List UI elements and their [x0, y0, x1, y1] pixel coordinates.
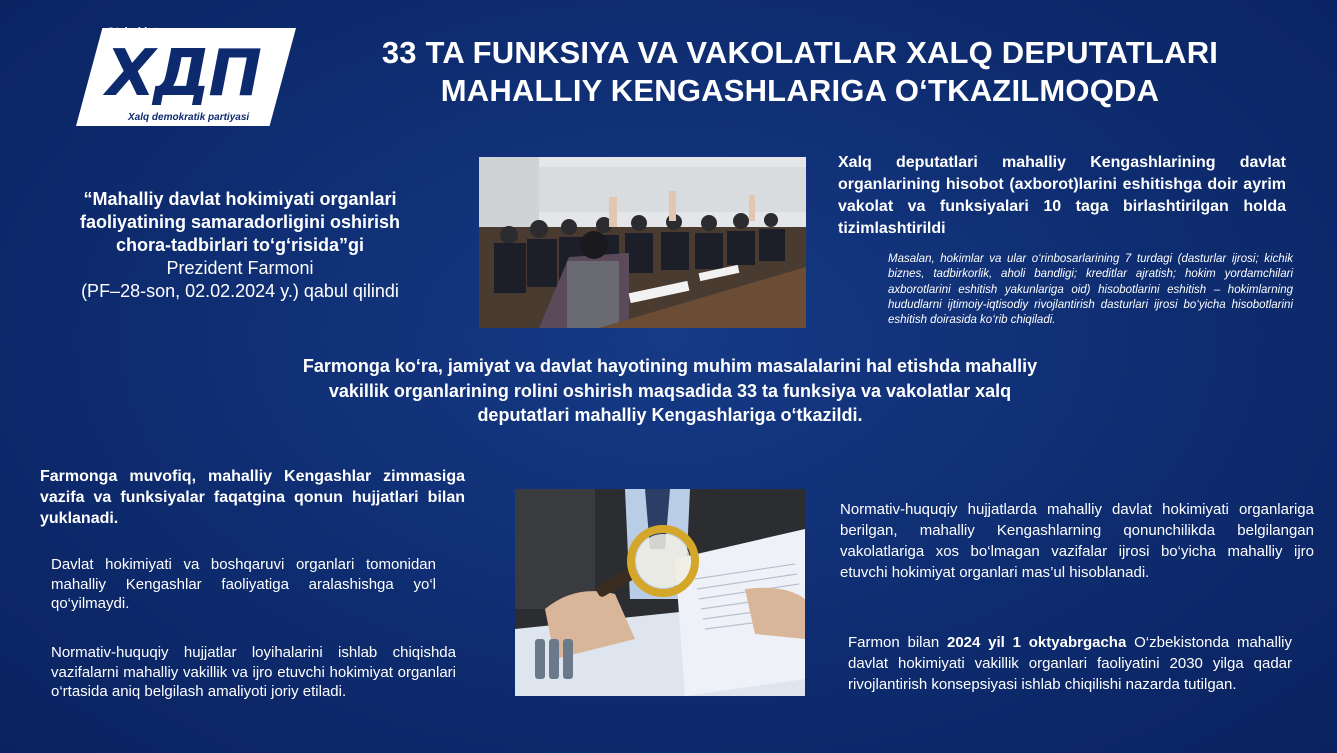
- right-paragraph-2: [848, 632, 1292, 695]
- council-session-photo: [479, 157, 806, 328]
- right-heading: Xalq deputatlari mahalliy Kengashlarining davlat organlarining hisobot (axborot)larini eshitishga doir ayrim vakolat va funksiyalari 10 taga birlashtirilgan holda tizimlashtirildi: [838, 154, 1286, 237]
- page-title: 33 TA FUNKSIYA VA VAKOLATLAR XALQ DEPUTATLARI MAHALLIY KENGASHLARIGA O‘TKAZILMOQDA: [381, 35, 1219, 108]
- left-bold-paragraph: Farmonga muvofiq, mahalliy Kengashlar zimmasiga vazifa va funksiyalar faqatgina qonun hujjatlari bilan yuklanadi.: [40, 468, 465, 527]
- magnifier-documents-illustration: [515, 489, 805, 696]
- decree-line-3: chora-tadbirlari to‘g‘risida”gi: [115, 235, 365, 255]
- party-logo: [76, 26, 296, 128]
- logo-main-text: ХДП: [106, 37, 260, 111]
- council-session-illustration: [479, 157, 806, 328]
- decree-block: [40, 188, 440, 303]
- center-statement: Farmonga ko‘ra, jamiyat va davlat hayotining muhim masalalarini hal etishda mahalliy vakillik organlarining rolini oshirish maqsadida 33 ta funksiya va vakolatlar xalq deputatlari mahalliy Kengashlariga o‘tkazildi.: [302, 356, 1038, 425]
- decree-line-4: Prezident Farmoni: [166, 258, 314, 278]
- logo-top-text: O‘zbekiston: [106, 26, 171, 38]
- right-note: Masalan, hokimlar va ular o‘rinbosarlarining 7 turdagi (dasturlar ijrosi; kichik biznes, tadbirkorlik, aholi bandligi; kreditlar ajratish; hokim yordamchilari axborotlarini eshitish yakunlariga oid) hisobotlarini eshitish – hokimlarning hududlarni ijtimoiy-iqtisodiy rivojlantirish dasturlari ijrosi bo‘yicha hisobotlarini eshitish doirasida ko‘rib chiqiladi.: [888, 253, 1293, 327]
- right-p2-post: O‘zbekistonda mahalliy davlat hokimiyati vakillik organlari faoliyatini 2030 yilga qadar rivojlantirish konsepsiyasi ishlab chiqilishi nazarda tutilgan.: [848, 634, 1292, 693]
- logo-bottom-text: Xalq demokratik partiyasi: [128, 112, 250, 123]
- right-p2-deadline: 2024 yil 1 oktyabrgacha: [946, 634, 1127, 651]
- left-paragraph-2: Normativ-huquqiy hujjatlar loyihalarini ishlab chiqishda vazifalarni mahalliy vakillik va ijro etuvchi hokimiyat organlari o‘rtasida aniq belgilash amaliyoti joriy etiladi.: [51, 644, 456, 700]
- magnifier-documents-photo: [515, 489, 805, 696]
- decree-line-1: “Mahalliy davlat hokimiyati organlari: [83, 189, 397, 209]
- decree-line-5: (PF–28-son, 02.02.2024 y.) qabul qilindi: [81, 281, 399, 301]
- decree-line-2: faoliyatining samaradorligini oshirish: [79, 212, 401, 232]
- left-paragraph-1: Davlat hokimiyati va boshqaruvi organlari tomonidan mahalliy Kengashlar faoliyatiga aralashishga yo‘l qo‘yilmaydi.: [51, 556, 436, 612]
- right-paragraph-1: Normativ-huquqiy hujjatlarda mahalliy davlat hokimiyati organlariga berilgan, mahalliy Kengashlarning qonunchilikda belgilangan vakolatlariga xos bo‘lmagan vazifalar ijrosi bo‘yicha mahalliy ijro etuvchi hokimiyat organlari mas’ul hisoblanadi.: [840, 501, 1314, 581]
- right-p2-pre: Farmon bilan: [848, 634, 947, 651]
